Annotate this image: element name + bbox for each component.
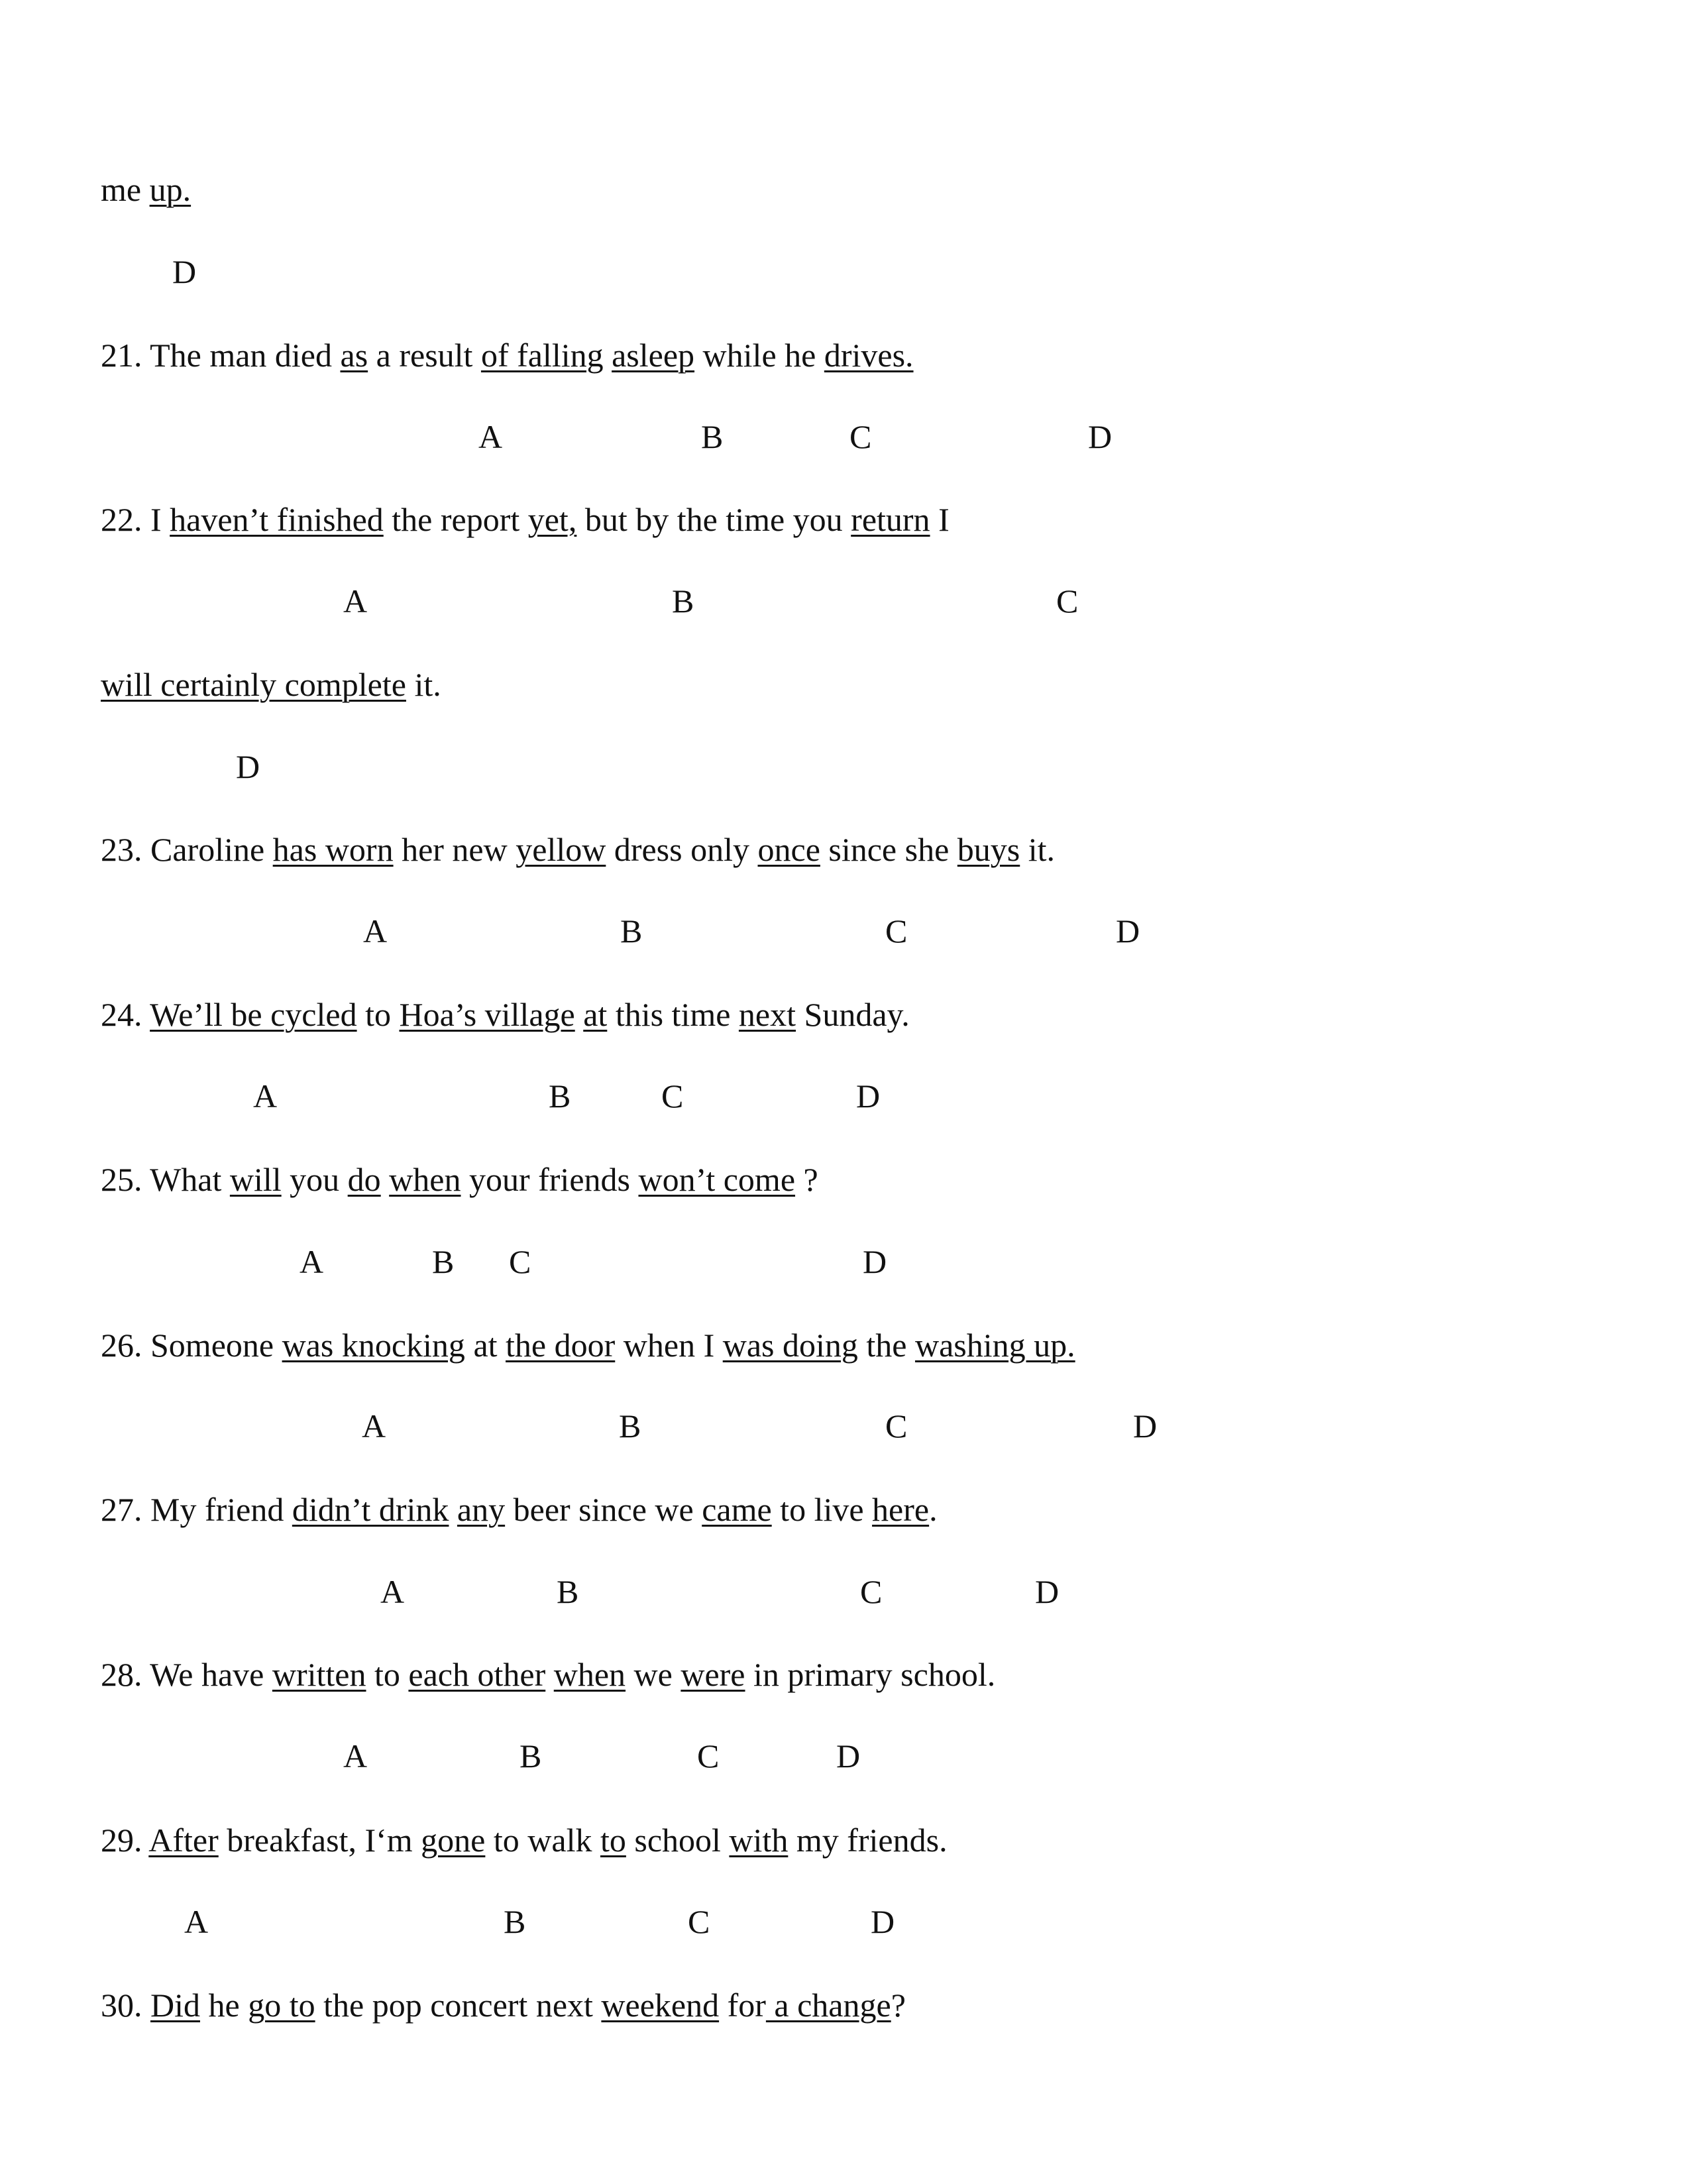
option-letter: D: [871, 1903, 895, 1940]
underlined-segment: Did: [150, 1987, 200, 2024]
underlined-segment: each other: [408, 1656, 546, 1693]
text-segment: me: [101, 171, 150, 208]
text-segment: a result: [368, 337, 481, 374]
underlined-segment: came: [702, 1491, 772, 1528]
option-letter: B: [557, 1573, 579, 1610]
underlined-segment: here: [872, 1491, 930, 1528]
underlined-segment: buys: [957, 831, 1020, 868]
option-letter: D: [836, 1737, 861, 1774]
question-22-continuation: [101, 665, 441, 704]
underlined-segment: We’ll be cycled: [150, 996, 357, 1033]
underlined-segment: won’t come: [638, 1161, 796, 1198]
underlined-segment: was doing: [722, 1327, 858, 1364]
option-letter: C: [688, 1903, 710, 1940]
option-letter: A: [478, 418, 503, 455]
underlined-segment: asleep: [612, 337, 695, 374]
text-segment: the: [857, 1327, 915, 1364]
option-letter: C: [860, 1573, 883, 1610]
option-letter: B: [701, 418, 724, 455]
option-letter: D: [1133, 1407, 1158, 1445]
text-segment: 26. Someone: [101, 1327, 282, 1364]
underlined-segment: at: [583, 996, 608, 1033]
option-letter: D: [1088, 418, 1113, 455]
text-segment: Sunday.: [796, 996, 910, 1033]
underlined-segment: was knocking: [282, 1327, 465, 1364]
question-23: [101, 830, 1055, 869]
underlined-segment: gone: [421, 1822, 486, 1859]
text-segment: 23. Caroline: [101, 831, 273, 868]
text-segment: 28. We have: [101, 1656, 272, 1693]
underlined-segment: any: [457, 1491, 506, 1528]
option-letter: D: [856, 1077, 881, 1115]
text-segment: beer since we: [505, 1491, 702, 1528]
text-segment: to walk: [485, 1822, 600, 1859]
option-letter: A: [380, 1573, 405, 1610]
underlined-segment: the door: [506, 1327, 616, 1364]
option-letter: C: [849, 418, 872, 455]
text-segment: the report: [383, 501, 528, 538]
option-letter: D: [172, 253, 197, 290]
text-segment: 21. The man died: [101, 337, 341, 374]
question-26: [101, 1325, 1075, 1365]
underlined-segment: Hoa’s village: [399, 996, 575, 1033]
option-letter: D: [1116, 912, 1140, 950]
text-segment: [449, 1491, 457, 1528]
text-segment: [575, 996, 584, 1033]
option-letter: B: [432, 1243, 455, 1280]
option-letter: A: [362, 1407, 386, 1445]
text-segment: [545, 1656, 554, 1693]
underlined-segment: has worn: [272, 831, 394, 868]
text-segment: 25. What: [101, 1161, 230, 1198]
text-segment: 24.: [101, 996, 150, 1033]
text-segment: since she: [820, 831, 957, 868]
underlined-segment: of falling: [480, 337, 604, 374]
text-segment: .: [929, 1491, 938, 1528]
underlined-segment: haven’t finished: [170, 501, 384, 538]
text-segment: you: [281, 1161, 348, 1198]
line-continuation-20: [101, 170, 191, 209]
underlined-segment: After: [148, 1822, 219, 1859]
option-letter: B: [504, 1903, 526, 1940]
underlined-segment: when: [389, 1161, 461, 1198]
underlined-segment: washing up.: [914, 1327, 1075, 1364]
option-letter: A: [343, 582, 368, 620]
text-segment: her new: [393, 831, 516, 868]
text-segment: school: [626, 1822, 730, 1859]
underlined-segment: will certainly complete: [101, 666, 406, 703]
option-letter: C: [661, 1077, 684, 1115]
underlined-segment: will: [229, 1161, 282, 1198]
option-letter: B: [672, 582, 694, 620]
text-segment: it.: [1020, 831, 1056, 868]
text-segment: for: [719, 1987, 766, 2024]
text-segment: 22. I: [101, 501, 170, 538]
option-letter: A: [253, 1077, 278, 1115]
text-segment: I: [930, 501, 950, 538]
question-22: [101, 500, 950, 539]
question-21: [101, 335, 914, 375]
underlined-segment: drives.: [824, 337, 914, 374]
underlined-segment: didn’t drink: [292, 1491, 449, 1528]
option-letter: D: [1035, 1573, 1060, 1610]
underlined-segment: were: [681, 1656, 745, 1693]
text-segment: at: [464, 1327, 506, 1364]
underlined-segment: next: [738, 996, 796, 1033]
text-segment: we: [626, 1656, 681, 1693]
underlined-segment: up.: [149, 171, 191, 208]
option-letter: A: [343, 1737, 368, 1774]
text-segment: my friends.: [788, 1822, 948, 1859]
option-letter: A: [363, 912, 388, 950]
underlined-segment: written: [272, 1656, 366, 1693]
question-25: [101, 1160, 818, 1199]
text-segment: it.: [406, 666, 441, 703]
option-letter: C: [885, 912, 908, 950]
underlined-segment: do: [347, 1161, 381, 1198]
text-segment: this time: [607, 996, 739, 1033]
underlined-segment: yellow: [516, 831, 606, 868]
text-segment: the pop concert next: [315, 1987, 602, 2024]
text-segment: ?: [891, 1987, 906, 2024]
text-segment: to: [356, 996, 400, 1033]
underlined-segment: yet,: [527, 501, 577, 538]
text-segment: 30.: [101, 1987, 150, 2024]
underlined-segment: once: [757, 831, 820, 868]
question-28: [101, 1655, 995, 1694]
option-letter: B: [620, 912, 643, 950]
option-letter: A: [300, 1243, 324, 1280]
text-segment: to: [366, 1656, 409, 1693]
text-segment: but by the time you: [576, 501, 851, 538]
text-segment: while he: [694, 337, 824, 374]
option-letter: B: [619, 1407, 641, 1445]
text-segment: your friends: [461, 1161, 639, 1198]
option-letter: C: [697, 1737, 720, 1774]
underlined-segment: go to: [248, 1987, 315, 2024]
text-segment: breakfast, I‘m: [218, 1822, 421, 1859]
text-segment: to live: [771, 1491, 873, 1528]
underlined-segment: weekend: [601, 1987, 720, 2024]
text-segment: [381, 1161, 390, 1198]
option-letter: A: [184, 1903, 209, 1940]
text-segment: he: [200, 1987, 248, 2024]
underlined-segment: a change: [765, 1987, 891, 2024]
question-29: [101, 1820, 948, 1860]
underlined-segment: as: [340, 337, 368, 374]
text-segment: in primary school.: [745, 1656, 996, 1693]
option-letter: D: [236, 748, 260, 785]
underlined-segment: return: [851, 501, 930, 538]
text-segment: 27. My friend: [101, 1491, 292, 1528]
underlined-segment: with: [729, 1822, 789, 1859]
text-segment: [604, 337, 612, 374]
text-segment: dress only: [606, 831, 758, 868]
option-letter: C: [1056, 582, 1079, 620]
underlined-segment: when: [553, 1656, 626, 1693]
question-24: [101, 995, 910, 1034]
question-30: [101, 1985, 906, 2025]
option-letter: C: [509, 1243, 531, 1280]
text-segment: 29.: [101, 1822, 149, 1859]
underlined-segment: to: [600, 1822, 626, 1859]
option-letter: D: [863, 1243, 887, 1280]
option-letter: C: [885, 1407, 908, 1445]
question-27: [101, 1490, 938, 1529]
option-letter: B: [519, 1737, 542, 1774]
option-letter: B: [549, 1077, 571, 1115]
text-segment: when I: [615, 1327, 723, 1364]
text-segment: ?: [795, 1161, 818, 1198]
